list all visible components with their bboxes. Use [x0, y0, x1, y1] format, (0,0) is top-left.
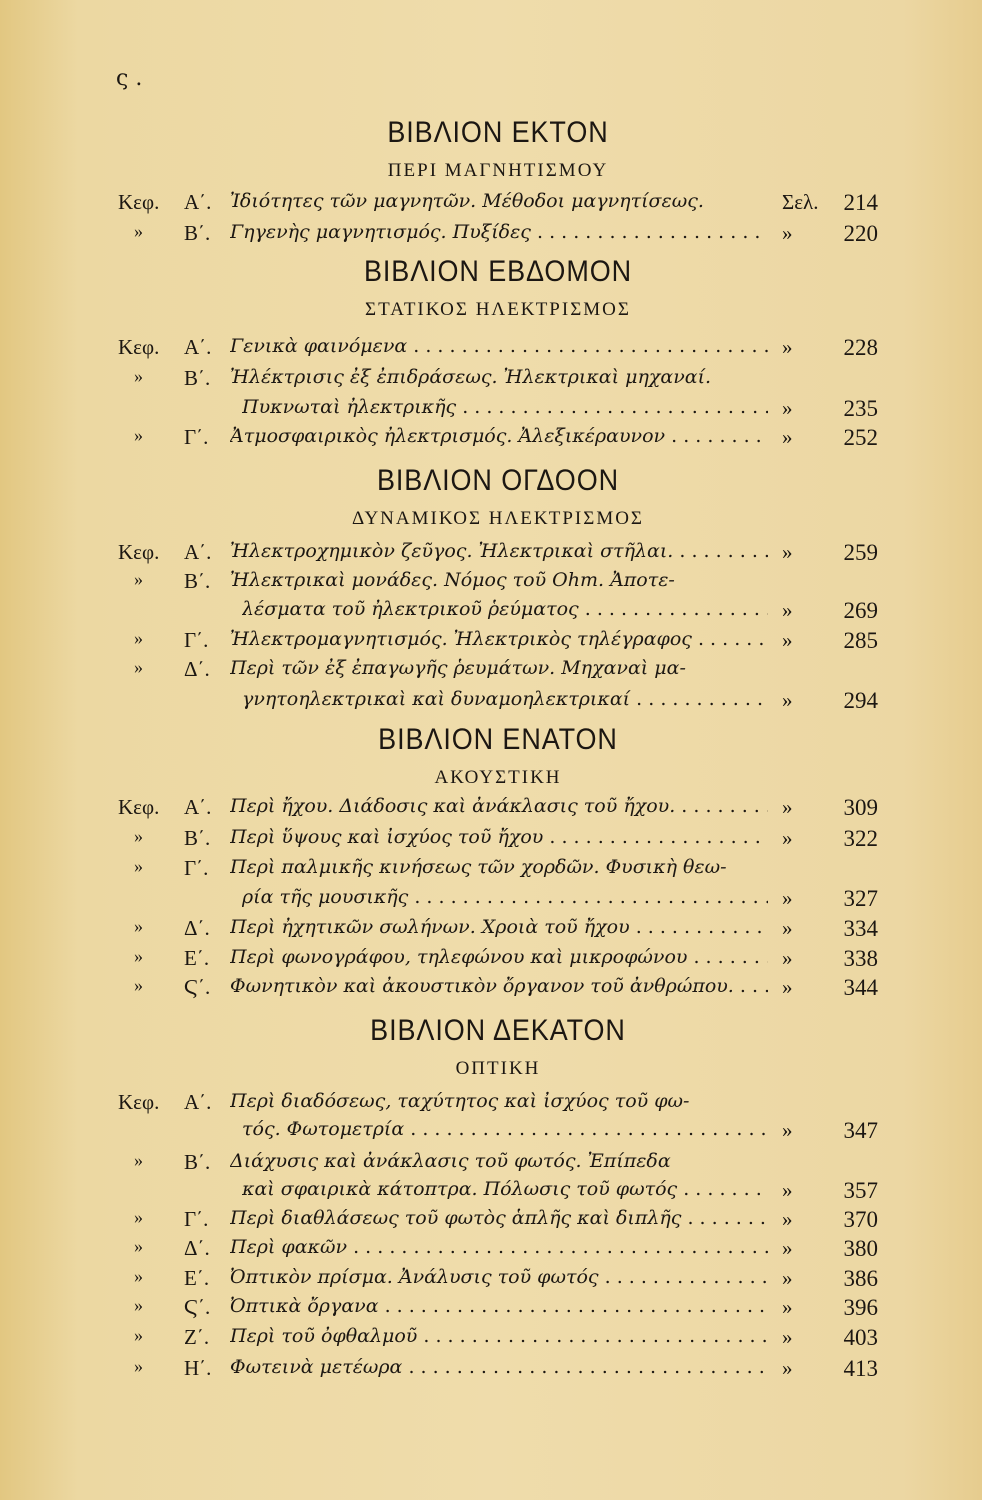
chapter-number: Ζ΄. [184, 1325, 210, 1349]
page-ditto-mark: Σελ. [782, 190, 819, 214]
page-ditto-mark: » [782, 795, 793, 819]
chapter-label: » [134, 425, 143, 445]
chapter-title: Ἠλεκτρομαγνητισμός. Ἠλεκτρικὸς τηλέγραφος . . . [230, 628, 768, 650]
book-subject: ΠΕΡΙ ΜΑΓΝΗΤΙΣΜΟΥ [387, 160, 609, 181]
book-subject: ΑΚΟΥΣΤΙΚΗ [434, 767, 562, 788]
page-folio: ς . [116, 66, 143, 91]
toc-entry [118, 946, 878, 976]
chapter-number: Ε΄. [184, 1266, 210, 1290]
page-ditto-mark: » [782, 1356, 793, 1380]
book-heading: ΒΙΒΛΙΟΝ ΕΚΤΟΝ [387, 116, 609, 149]
chapter-number: Δ΄. [184, 916, 210, 940]
chapter-title: Περὶ παλμικῆς κινήσεως τῶν χορδῶν. Φυσικὴ θεω- [230, 856, 727, 878]
page-number: 327 [843, 886, 878, 911]
chapter-label: Κεφ. [118, 795, 160, 819]
chapter-label: Κεφ. [118, 540, 160, 564]
page-number: 413 [843, 1356, 878, 1381]
toc-entry [118, 569, 878, 599]
page-ditto-mark: » [782, 335, 793, 359]
toc-entry [118, 1295, 878, 1325]
book-heading: ΒΙΒΛΙΟΝ ΕΝΑΤΟΝ [378, 723, 618, 756]
chapter-title: Πυκνωταὶ ἠλεκτρικῆς . . . [242, 396, 768, 418]
page-ditto-mark: » [782, 1325, 793, 1349]
toc-entry [118, 396, 878, 426]
toc-entry [118, 657, 878, 687]
page-number: 220 [843, 221, 878, 246]
page-ditto-mark: » [782, 1178, 793, 1202]
chapter-label: Κεφ. [118, 190, 160, 214]
page-number: 344 [843, 975, 878, 1000]
chapter-label: » [134, 657, 143, 677]
chapter-number: Γ΄. [184, 628, 209, 652]
page-number: 403 [843, 1325, 878, 1350]
toc-entry [118, 540, 878, 570]
toc-entry [118, 1150, 878, 1180]
book-heading: ΒΙΒΛΙΟΝ ΔΕΚΑΤΟΝ [370, 1014, 626, 1047]
page-ditto-mark: » [782, 1266, 793, 1290]
chapter-label: » [134, 1325, 143, 1345]
toc-entry [118, 975, 878, 1005]
chapter-label: Κεφ. [118, 335, 160, 359]
chapter-number: Β΄. [184, 1150, 211, 1174]
toc-entry [118, 366, 878, 396]
chapter-label: » [134, 569, 143, 589]
chapter-number: Δ΄. [184, 1236, 210, 1260]
chapter-label: » [134, 826, 143, 846]
page-ditto-mark: » [782, 221, 793, 245]
page-ditto-mark: » [782, 628, 793, 652]
chapter-title: Διάχυσις καὶ ἀνάκλασις τοῦ φωτός. Ἐπίπεδα [230, 1150, 671, 1172]
toc-entry [118, 190, 878, 220]
page-number: 380 [843, 1236, 878, 1261]
page-number: 259 [843, 540, 878, 565]
page-ditto-mark: » [782, 886, 793, 910]
chapter-title: Ὀπτικὸν πρίσμα. Ἀνάλυσις τοῦ φωτός . . . [230, 1266, 768, 1288]
page-number: 347 [843, 1118, 878, 1143]
toc-entry [118, 856, 878, 886]
page-ditto-mark: » [782, 975, 793, 999]
book-subject: ΣΤΑΤΙΚΟΣ ΗΛΕΚΤΡΙΣΜΟΣ [365, 299, 631, 320]
chapter-label: » [134, 946, 143, 966]
chapter-number: Γ΄. [184, 425, 209, 449]
chapter-number: Β΄. [184, 569, 211, 593]
chapter-title: Περὶ τῶν ἐξ ἐπαγωγῆς ῥευμάτων. Μηχαναὶ μα- [230, 657, 686, 679]
page-number: 322 [843, 826, 878, 851]
chapter-title: ρία τῆς μουσικῆς . . . [242, 886, 768, 908]
page-ditto-mark: » [782, 1236, 793, 1260]
page-number: 252 [843, 425, 878, 450]
page-number: 214 [843, 190, 878, 215]
page-number: 285 [843, 628, 878, 653]
page-number: 357 [843, 1178, 878, 1203]
page-number: 309 [843, 795, 878, 820]
chapter-title: Γενικὰ φαινόμενα . . . [230, 335, 768, 357]
toc-entry [118, 795, 878, 825]
chapter-label: Κεφ. [118, 1090, 160, 1114]
chapter-label: » [134, 366, 143, 386]
toc-entry [118, 221, 878, 251]
book-heading: ΒΙΒΛΙΟΝ ΟΓΔΟΟΝ [376, 464, 620, 497]
toc-entry [118, 1236, 878, 1266]
page-number: 235 [843, 396, 878, 421]
toc-entry [118, 916, 878, 946]
chapter-number: Α΄. [184, 795, 212, 819]
chapter-label: » [134, 1266, 143, 1286]
chapter-number: Ε΄. [184, 946, 210, 970]
toc-entry [118, 1356, 878, 1386]
chapter-title: Φωνητικὸν καὶ ἀκουστικὸν ὄργανον τοῦ ἀνθρώπου. . . . [230, 975, 768, 997]
chapter-title: Φωτεινὰ μετέωρα . . . [230, 1356, 768, 1378]
chapter-label: » [134, 1295, 143, 1315]
chapter-title: Περὶ φωνογράφου, τηλεφώνου καὶ μικροφώνου . . . [230, 946, 768, 968]
toc-entry [118, 1266, 878, 1296]
chapter-title: γνητοηλεκτρικαὶ καὶ δυναμοηλεκτρικαί . . . [242, 688, 768, 710]
toc-entry [118, 1207, 878, 1237]
page-ditto-mark: » [782, 826, 793, 850]
page-ditto-mark: » [782, 598, 793, 622]
chapter-title: Γηγενὴς μαγνητισμός. Πυξίδες . . . [230, 221, 768, 243]
toc-entry [118, 1090, 878, 1120]
toc-entry [118, 335, 878, 365]
toc-entry [118, 1178, 878, 1208]
chapter-title: Ἠλεκτροχημικὸν ζεῦγος. Ἠλεκτρικαὶ στῆλαι. . . . [230, 540, 768, 562]
chapter-number: Γ΄. [184, 1207, 209, 1231]
toc-entry [118, 425, 878, 455]
chapter-title: καὶ σφαιρικὰ κάτοπτρα. Πόλωσις τοῦ φωτός . . . [242, 1178, 768, 1200]
page-number: 386 [843, 1266, 878, 1291]
chapter-title: Περὶ διαθλάσεως τοῦ φωτὸς ἁπλῆς καὶ διπλῆς . . . [230, 1207, 768, 1229]
book-subject: ΟΠΤΙΚΗ [455, 1058, 541, 1079]
page-number: 294 [843, 688, 878, 713]
toc-entry [118, 598, 878, 628]
chapter-label: » [134, 975, 143, 995]
chapter-label: » [134, 1150, 143, 1170]
chapter-number: Δ΄. [184, 657, 210, 681]
page-number: 370 [843, 1207, 878, 1232]
chapter-title: Περὶ ἤχου. Διάδοσις καὶ ἀνάκλασις τοῦ ἤχου. . . . [230, 795, 768, 817]
page-ditto-mark: » [782, 946, 793, 970]
book-heading: ΒΙΒΛΙΟΝ ΕΒΔΟΜΟΝ [363, 255, 633, 288]
toc-entry [118, 688, 878, 718]
page-number: 228 [843, 335, 878, 360]
page-ditto-mark: » [782, 1118, 793, 1142]
toc-entry [118, 826, 878, 856]
page-number: 269 [843, 598, 878, 623]
chapter-title: Περὶ διαδόσεως, ταχύτητος καὶ ἰσχύος τοῦ φω- [230, 1090, 690, 1112]
page-number: 396 [843, 1295, 878, 1320]
toc-entry [118, 886, 878, 916]
chapter-label: » [134, 1356, 143, 1376]
chapter-label: » [134, 916, 143, 936]
toc-entry [118, 1118, 878, 1148]
chapter-label: » [134, 856, 143, 876]
chapter-label: » [134, 628, 143, 648]
chapter-title: λέσματα τοῦ ἠλεκτρικοῦ ῥεύματος . . . [242, 598, 768, 620]
toc-entry [118, 1325, 878, 1355]
chapter-number: Β΄. [184, 221, 211, 245]
chapter-number: Α΄. [184, 540, 212, 564]
page-ditto-mark: » [782, 1295, 793, 1319]
chapter-label: » [134, 1236, 143, 1256]
chapter-number: Γ΄. [184, 856, 209, 880]
page-number: 334 [843, 916, 878, 941]
page-ditto-mark: » [782, 396, 793, 420]
chapter-title: Ἰδιότητες τῶν μαγνητῶν. Μέθοδοι μαγνητίσεως. [230, 190, 704, 212]
chapter-number: Α΄. [184, 335, 212, 359]
chapter-number: Ϛ΄. [184, 975, 211, 999]
chapter-title: τός. Φωτομετρία . . . [242, 1118, 768, 1140]
chapter-title: Ἠλέκτρισις ἐξ ἐπιδράσεως. Ἠλεκτρικαὶ μηχαναί. [230, 366, 712, 388]
chapter-title: Ὀπτικὰ ὄργανα . . . [230, 1295, 768, 1317]
toc-entry [118, 628, 878, 658]
chapter-title: Περὶ τοῦ ὀφθαλμοῦ . . . [230, 1325, 768, 1347]
page-ditto-mark: » [782, 916, 793, 940]
page-ditto-mark: » [782, 688, 793, 712]
chapter-number: Β΄. [184, 366, 211, 390]
chapter-title: Περὶ ἠχητικῶν σωλήνων. Χροιὰ τοῦ ἤχου . . . [230, 916, 768, 938]
chapter-number: Η΄. [184, 1356, 212, 1380]
page-ditto-mark: » [782, 540, 793, 564]
chapter-title: Ἠλεκτρικαὶ μονάδες. Νόμος τοῦ Ohm. Ἀποτε- [230, 569, 675, 591]
chapter-number: Α΄. [184, 190, 212, 214]
chapter-number: Α΄. [184, 1090, 212, 1114]
chapter-label: » [134, 221, 143, 241]
page-number: 338 [843, 946, 878, 971]
chapter-number: Ϛ΄. [184, 1295, 211, 1319]
book-subject: ΔΥΝΑΜΙΚΟΣ ΗΛΕΚΤΡΙΣΜΟΣ [351, 508, 644, 529]
page-ditto-mark: » [782, 425, 793, 449]
chapter-title: Περὶ φακῶν . . . [230, 1236, 768, 1258]
chapter-number: Β΄. [184, 826, 211, 850]
page-ditto-mark: » [782, 1207, 793, 1231]
chapter-title: Ἀτμοσφαιρικὸς ἠλεκτρισμός. Ἀλεξικέραυνον . . . [230, 425, 768, 447]
chapter-title: Περὶ ὕψους καὶ ἰσχύος τοῦ ἤχου . . . [230, 826, 768, 848]
chapter-label: » [134, 1207, 143, 1227]
